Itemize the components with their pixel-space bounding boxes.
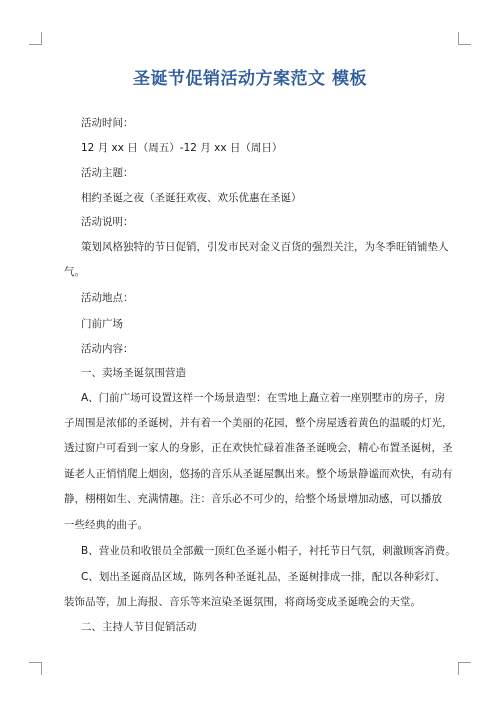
paragraph-line: 透过窗户可看到一家人的身影，正在欢快忙碌着准备圣诞晚会，精心布置圣诞树，圣 (64, 442, 453, 454)
crop-mark-top-right (458, 32, 471, 45)
paragraph-line: 诞老人正悄悄爬上烟囱，悠扬的音乐从圣诞屋飘出来。整个场景静谧而欢快，有动有 (64, 468, 453, 480)
activity-theme-value: 相约圣诞之夜（圣诞狂欢夜、欢乐优惠在圣诞） (81, 192, 302, 204)
label-activity-description: 活动说明： (81, 216, 134, 228)
section-heading: 一、卖场圣诞氛围营造 (81, 367, 186, 379)
activity-time-value: 12 月 xx 日（周五）-12 月 xx 日（周日） (81, 142, 283, 154)
paragraph-line: 一些经典的曲子。 (64, 519, 148, 531)
paragraph-line: C、划出圣诞商品区域，陈列各种圣诞礼品，圣诞树排成一排，配以各种彩灯、 (81, 571, 446, 583)
paragraph-line: A、门前广场可设置这样一个场景造型：在雪地上矗立着一座别墅市的房子，房 (81, 392, 446, 404)
crop-mark-bottom-right (458, 662, 471, 675)
label-activity-theme: 活动主题： (81, 167, 134, 179)
paragraph-line: 策划风格独特的节日促销，引发市民对金义百货的强烈关注，为冬季旺销铺垫人 (81, 241, 449, 253)
paragraph-line: 气。 (64, 266, 85, 278)
label-activity-location: 活动地点： (81, 292, 134, 304)
label-activity-time: 活动时间： (81, 117, 134, 129)
label-activity-content: 活动内容： (81, 343, 134, 355)
crop-mark-top-left (29, 32, 42, 45)
crop-mark-bottom-left (29, 662, 42, 675)
paragraph-line: 装饰品等，加上海报、音乐等来渲染圣诞氛围，将商场变成圣诞晚会的天堂。 (64, 596, 421, 608)
activity-location-value: 门前广场 (81, 318, 123, 330)
section-heading: 二、主持人节目促销活动 (81, 621, 197, 633)
paragraph-line: 静，栩栩如生、充满情趣。注：音乐必不可少的，给整个场景增加动感，可以播放 (64, 493, 442, 505)
document-title: 圣诞节促销活动方案范文 模板 (133, 69, 367, 89)
paragraph-line: B、营业员和收银员全部戴一顶红色圣诞小帽子，衬托节日气氛，刺激顾客消费。 (81, 545, 456, 557)
paragraph-line: 子周围是浓郁的圣诞树，并有着一个美丽的花园，整个房屋透着黄色的温暖的灯光， (64, 417, 453, 429)
